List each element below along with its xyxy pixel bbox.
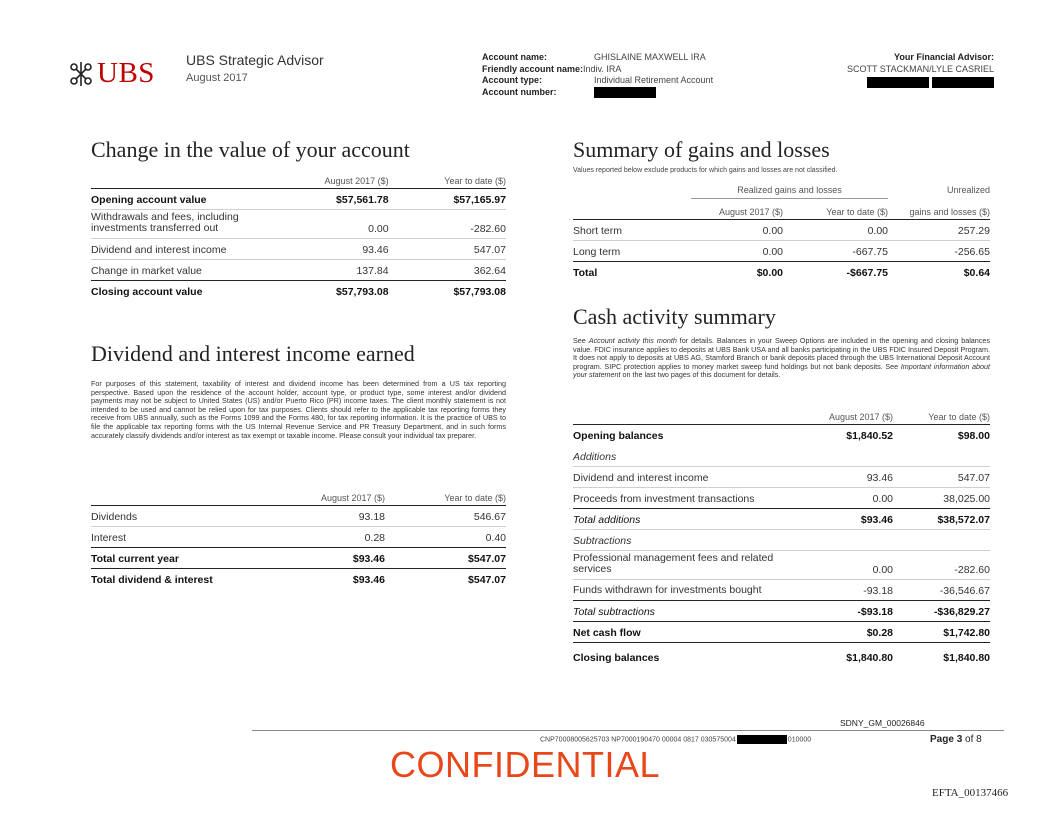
table-row [91,568,506,589]
table-row [91,209,506,238]
row-value: 93.46 [268,238,388,259]
row-label: Dividends [91,505,261,526]
row-value: 257.29 [888,219,990,240]
table-row [91,259,506,280]
row-value: $93.46 [352,574,385,586]
row-value: -$36,829.27 [893,600,990,621]
gains-title: Summary of gains and losses [573,137,830,162]
row-label: Opening balances [573,430,664,442]
financial-advisor [847,52,994,92]
row-value: $1,742.80 [893,621,990,642]
col-header: August 2017 ($) [691,198,783,219]
page-word: Page [930,734,954,745]
account-info [482,52,713,98]
cash-para-text: on the last two pages of this document for details. [620,370,781,380]
row-value: -256.65 [888,240,990,261]
table-row [573,219,990,240]
col-header: Year to date ($) [389,167,506,188]
dividend-tax-paragraph: For purposes of this statement, taxability of interest and dividend income has been determined from a US tax reporting perspective. Based upon the residence of the account holder, account type, or product type, some interest and/or dividend payments may not be subject to United States (US) and/or Puerto Rico (PR) income taxes. The client monthly statement is not intended to be used and cannot be relied upon for tax purposes. Clients should refer to the applicable tax reporting forms they receive from UBS annually, such as the Forms 1099 and the Forms 480, for tax reporting information. It is the practice of UBS to file the applicable tax reporting forms with the US Internal Revenue Service and PR Treasury Department, and in such forms accurately classify dividends and/or interest as tax exempt or taxable income. Please consult your individual tax preparer. [91,379,506,440]
row-value: -282.60 [893,550,990,579]
row-value: $38,572.07 [893,508,990,529]
col-header: August 2017 ($) [261,484,385,505]
cash-para-italic: Important information about your statement [573,361,990,380]
table-row [573,261,990,282]
gains-table [573,180,990,282]
table-row [573,424,990,445]
row-value: 0.00 [793,487,893,508]
col-header: Year to date ($) [893,403,990,424]
table-row [573,579,990,600]
page-total: of 8 [965,734,982,745]
friendly-name-value: Indiv. IRA [583,63,622,74]
table-header-row [91,167,506,188]
col-header: August 2017 ($) [268,167,388,188]
table-row [573,621,990,642]
table-row [91,188,506,209]
table-row [573,508,990,529]
col-header: gains and losses ($) [888,198,990,219]
statement-period: August 2017 [186,72,248,84]
row-value: 0.00 [783,219,888,240]
row-value: 38,025.00 [893,487,990,508]
account-name-label: Account name: [482,52,548,62]
table-row [573,529,990,550]
row-value: $57,561.78 [268,188,388,209]
cnp-code-right: 010000 [787,736,812,744]
table-row [91,238,506,259]
cnp-redaction [737,735,787,744]
row-value: -36,546.67 [893,579,990,600]
row-value: -667.75 [783,240,888,261]
row-label: Total additions [573,508,793,529]
row-value: 362.64 [389,259,506,280]
account-type-value: Individual Retirement Account [594,75,714,85]
table-header-row [573,198,990,219]
row-value: $0.28 [793,621,893,642]
row-value: 546.67 [385,505,506,526]
row-value: 0.00 [268,209,388,238]
table-header-row [573,180,990,198]
row-label: Dividend and interest income [91,238,268,259]
row-label: Interest [91,526,261,547]
bates-number: SDNY_GM_00026846 [840,718,925,728]
row-value: $57,793.08 [336,286,389,298]
row-value: 547.07 [893,466,990,487]
table-row [91,547,506,568]
row-value: $1,840.80 [943,652,990,664]
row-label: Net cash flow [573,621,793,642]
row-value: $547.07 [468,574,506,586]
advisor-redaction-2 [932,77,994,88]
row-value: 0.00 [793,550,893,579]
table-header-row [91,484,506,505]
row-value: 137.84 [268,259,388,280]
change-value-title: Change in the value of your account [91,137,410,162]
row-value: $98.00 [957,430,990,442]
account-type-label: Account type: [482,75,543,85]
row-label: Closing balances [573,652,660,664]
col-header: Year to date ($) [783,198,888,219]
advisor-label: Your Financial Advisor: [893,52,994,62]
cash-para-text: for details. Balances in your Sweep Options are included in the opening and closing balances value. FDIC insurance applies to deposits at UBS Bank USA and all banks participating in the UBS FDIC Insured Deposit Program. It does not apply to deposits at UBS AG, Stamford Branch or bank deposits placed through the UBS International Deposit Account program. SIPC protection applies to money market sweep fund holdings but not bank deposits. See [573,336,990,371]
row-label: Total dividend & interest [91,574,213,586]
dividend-table [91,484,506,589]
row-value: 0.00 [691,240,783,261]
row-value: 93.18 [261,505,385,526]
row-value: $547.07 [385,547,506,568]
col-header: August 2017 ($) [793,403,893,424]
cash-para-text: See [573,336,589,345]
table-row [573,487,990,508]
row-value: $57,793.08 [453,286,506,298]
table-row [573,600,990,621]
row-label: Professional management fees and related services [573,550,793,579]
cnp-code [540,735,811,744]
realized-group-label: Realized gains and losses [691,180,888,198]
row-label: Closing account value [91,286,203,298]
section-label: Additions [573,445,990,466]
row-label: Withdrawals and fees, including investments transferred out [91,209,268,238]
row-value: $1,840.80 [846,652,893,664]
table-row [91,526,506,547]
footer-divider [252,730,1004,731]
row-value: $93.46 [261,547,385,568]
row-value: -$93.18 [793,600,893,621]
col-header: Year to date ($) [385,484,506,505]
row-value: 93.46 [793,466,893,487]
table-row [573,550,990,579]
row-value: 0.00 [691,219,783,240]
row-value: 0.40 [385,526,506,547]
row-value: 547.07 [389,238,506,259]
row-value: -$667.75 [846,267,888,279]
row-label: Opening account value [91,188,268,209]
friendly-name-label: Friendly account name: [482,63,584,74]
product-title: UBS Strategic Advisor [186,52,324,68]
table-row [91,505,506,526]
cash-title: Cash activity summary [573,304,776,329]
table-row [573,466,990,487]
table-row [573,445,990,466]
cash-para-italic: Account activity this month [588,336,677,345]
row-value: $1,840.52 [846,430,893,442]
row-label: Dividend and interest income [573,466,793,487]
ubs-logo-text: UBS [97,57,155,89]
advisor-redaction-1 [867,77,929,88]
unrealized-label: Unrealized [946,185,990,195]
change-value-table [91,167,506,301]
row-label: Long term [573,240,691,261]
row-value: $0.00 [756,267,783,279]
account-number-label: Account number: [482,86,557,97]
row-value: -282.60 [389,209,506,238]
cash-paragraph [573,337,990,380]
row-value: 0.28 [261,526,385,547]
page-indicator [930,734,982,745]
cash-table [573,403,990,667]
row-value: $93.46 [793,508,893,529]
dividend-title: Dividend and interest income earned [91,341,415,366]
table-header-row [573,403,990,424]
gains-note: Values reported below exclude products for which gains and losses are not classified. [573,167,838,174]
table-row [573,642,990,667]
account-number-redaction [594,87,656,98]
ubs-keys-logo-icon [66,60,96,88]
section-label: Subtractions [573,529,990,550]
row-label: Short term [573,219,691,240]
cnp-code-left: CNP70008005625703 NP7000190470 00004 0817 030575004 [540,736,736,744]
row-value: $0.64 [963,267,990,279]
row-label: Total [573,267,598,279]
row-label: Change in market value [91,259,268,280]
efta-number: EFTA_00137466 [932,787,1009,799]
row-value: $57,165.97 [389,188,506,209]
row-value: -93.18 [793,579,893,600]
page-number: 3 [956,734,963,745]
row-label: Proceeds from investment transactions [573,487,793,508]
row-label: Total subtractions [573,600,793,621]
row-label: Total current year [91,547,261,568]
table-row [91,280,506,301]
account-name-value: GHISLAINE MAXWELL IRA [594,52,706,62]
row-label: Funds withdrawn for investments bought [573,579,793,600]
table-row [573,240,990,261]
advisor-name: SCOTT STACKMAN/LYLE CASRIEL [846,63,994,74]
confidential-stamp: CONFIDENTIAL [390,744,661,785]
